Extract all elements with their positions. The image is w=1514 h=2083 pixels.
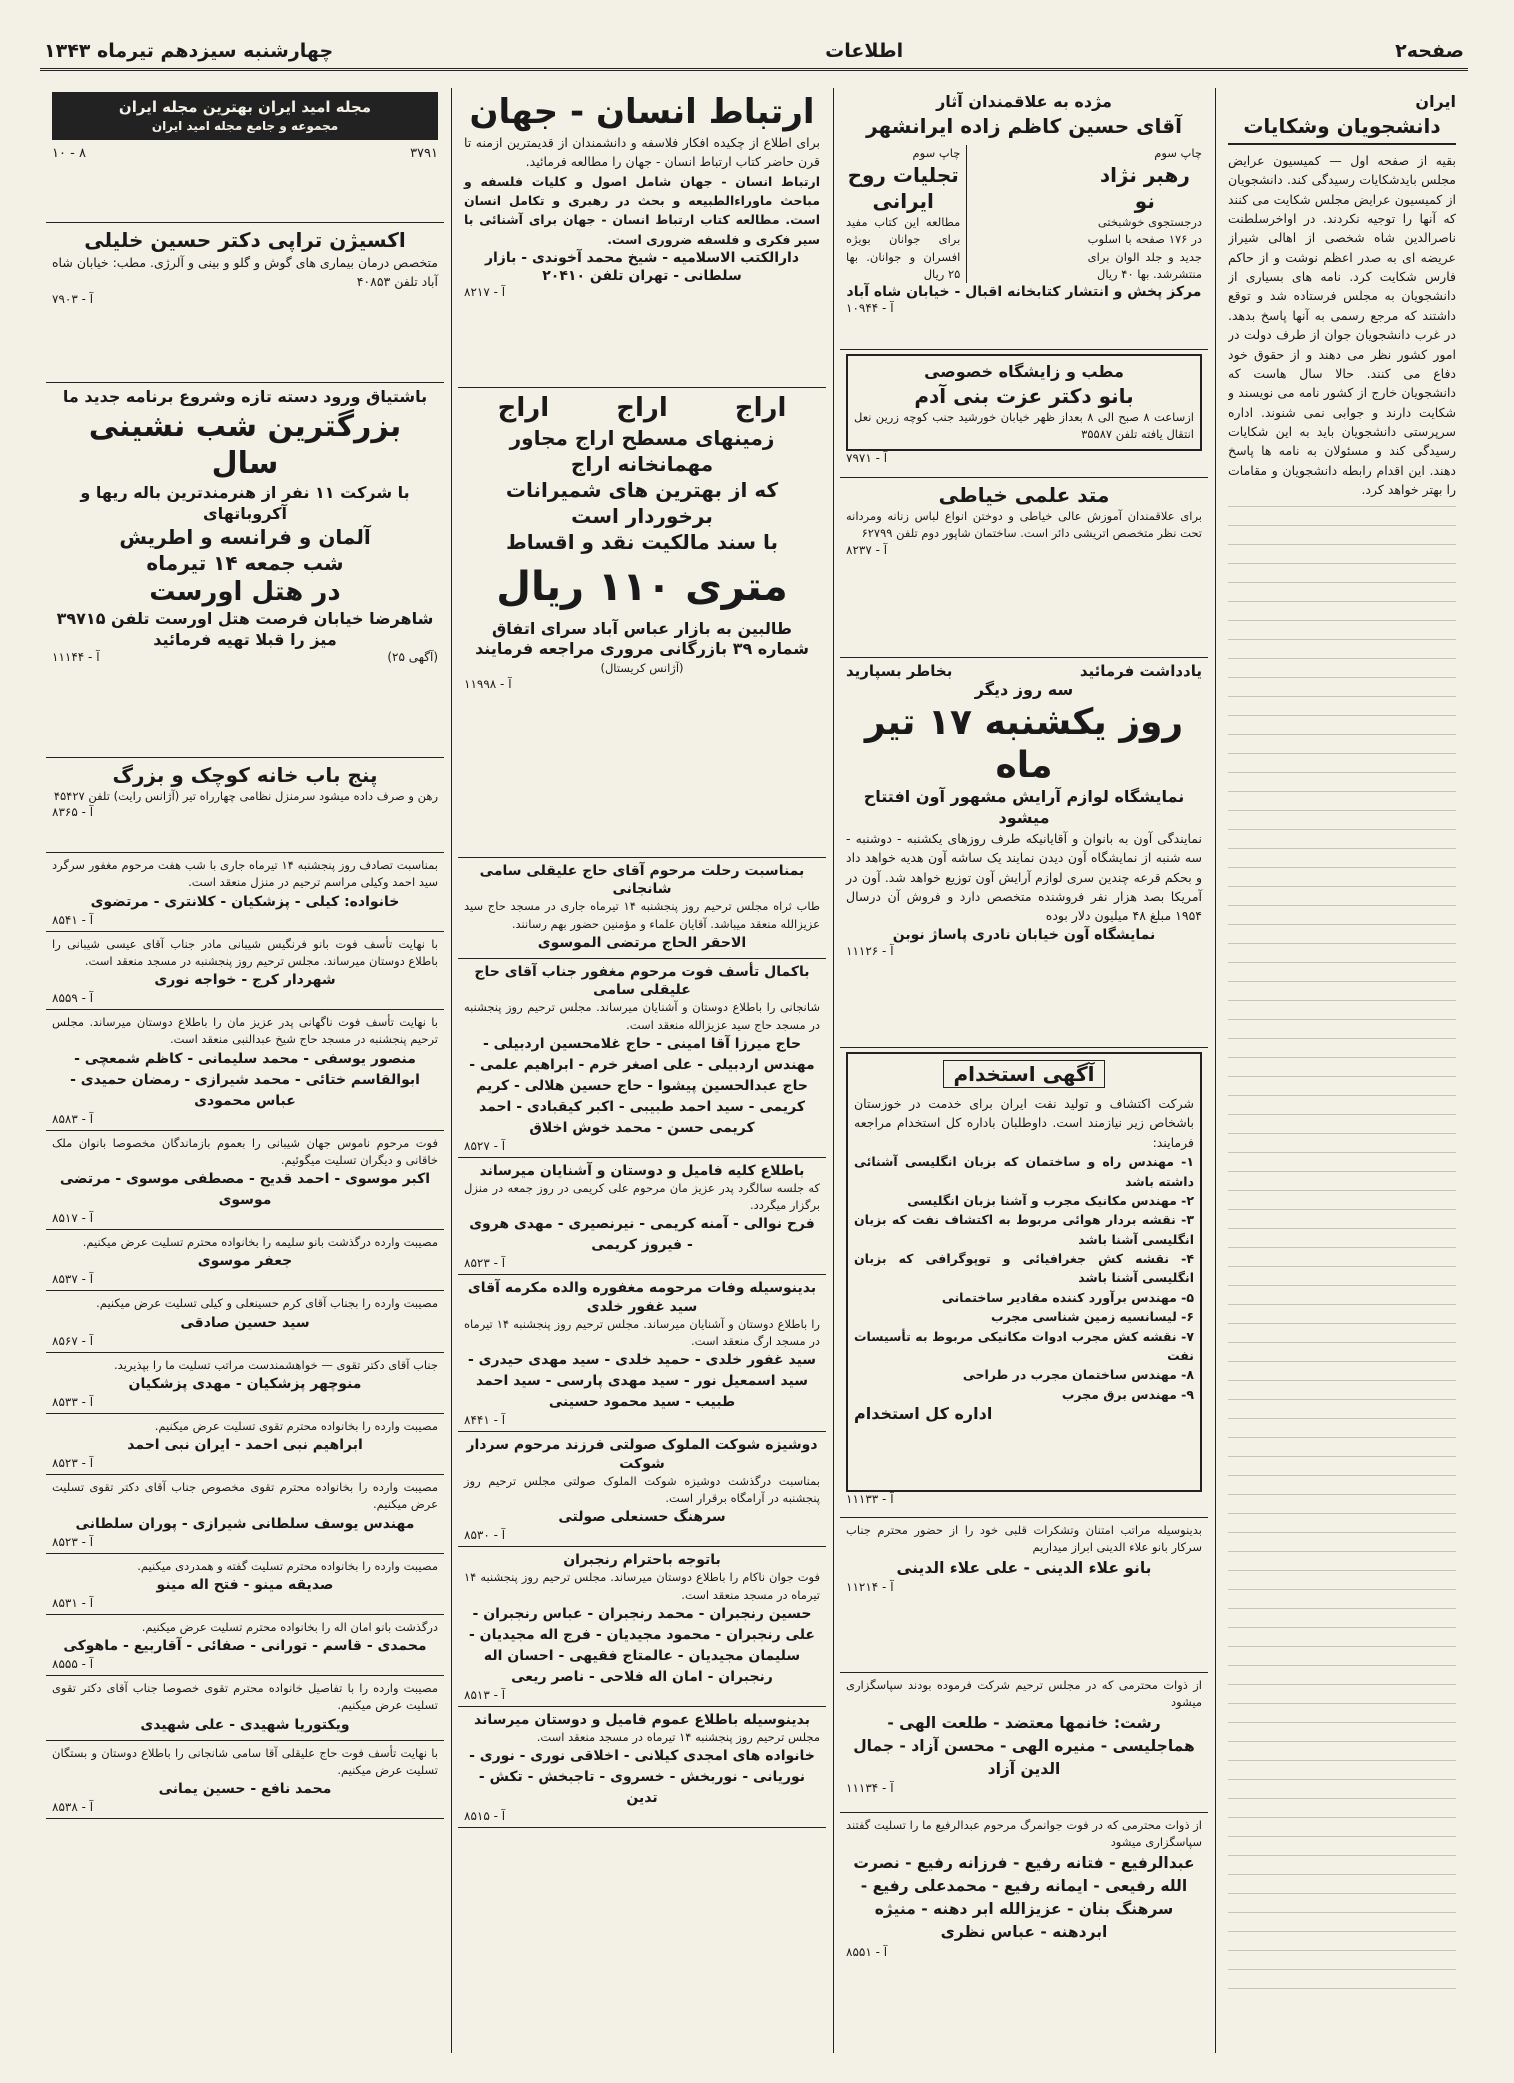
magazine-banner: مجله امید ایران بهترین مجله ایران مجموعه و جامع مجله امید ایران: [52, 92, 438, 140]
newspaper-name: اطلاعات: [825, 40, 904, 62]
obituary-heading: باکمال تأسف فوت مرحوم مغفور جناب آقای حاج علیقلی سامی: [474, 963, 810, 999]
ad-code: آ - ۸۵۸۳: [52, 1111, 94, 1126]
obituary-names: سید حسین صادقی: [180, 1314, 310, 1331]
obituary-text: طاب ثراه مجلس ترحیم روز پنجشنبه ۱۴ تیرماه جاری در مسجد حاج سید عزیزالله منعقد میباشد. آقایان علماء و مؤمنین حضور بهم رسانند.: [464, 899, 820, 931]
hiring-item: ۸- مهندس ساختمان مجرب در طراحی: [962, 1367, 1194, 1383]
obituary-names: سرهنگ حسنعلی صولتی: [558, 1509, 726, 1526]
memorial-ad: از ذوات محترمی که در فوت جوانمرگ مرحوم عبدالرفیع ما را تسلیت گفتند سپاسگزاری میشود عبدالرفیع - فتانه رفیع - فرزانه رفیع - نصرت الله رفیعی - ایمانه رفیع - محمدعلی رفیع - سرهنگ بنان - عزیزالله ابر دهنه - منیژه ابردهنه - عباس نظری آ - ۸۵۵۱: [846, 1818, 1202, 1959]
obituary-names: صدیقه مینو - فتح اله مینو: [156, 1576, 334, 1593]
column-editorial: [1215, 88, 1468, 2053]
land-ad-word: اراج: [616, 393, 668, 423]
obituary-notice: [46, 1741, 444, 1820]
book-title-1: رهبر نژاد نو: [1099, 163, 1190, 214]
obituary-heading: بدینوسیله وفات مرحومه مغفوره والده مکرمه آقای سید غفور خلدی: [467, 1280, 817, 1315]
connection-title: ارتباط انسان - جهان: [469, 92, 815, 132]
obituary-names: محمد نافع - حسین یمانی: [158, 1781, 332, 1797]
page-number: صفحه۲: [1395, 40, 1464, 62]
editorial-continued-text: [1228, 506, 1456, 2006]
ad-code: آ - ۸۵۳۳: [52, 1394, 94, 1409]
obituary-names: حاج میرزا آقا امینی - حاج غلامحسین اردبیلی - مهندس اردبیلی - علی اصغر خرم - ابراهیم علمی - حاج عبدالحسین پیشوا - حاج حسین هلالی - کریم کریمی - سید احمد طبیبی - اکبر کیقبادی - احمد کریمی حسن - محمد خوش اخلاق: [469, 1035, 815, 1136]
hiring-item: ۷- نقشه کش مجرب ادوات مکانیکی مربوط به تأسیسات نفت: [854, 1328, 1194, 1363]
obituary-text: درگذشت بانو امان اله را بخانواده محترم تسلیت عرض میکنیم.: [141, 1619, 438, 1634]
ad-code: آ - ۸۵۳۸: [52, 1800, 94, 1814]
ad-code: آ - ۸۵۴۱: [52, 912, 94, 927]
party-ad: باشتیاق ورود دسته تازه وشروع برنامه جدید ما بزرگترین شب نشینی سال با شرکت ۱۱ نفر از هنرمندترین باله ریها و آکروباتهای آلمان و فرانسه و اطریش شب جمعه ۱۴ تیرماه در هتل اورست شاهرضا خیابان فرصت هتل اورست تلفن ۳۹۷۱۵ میز را قبلا تهیه فرمائید (آگهی ۲۵) آ - ۱۱۱۴۴: [46, 383, 444, 758]
obituary-notice: [46, 932, 444, 1011]
editorial-article: [1222, 88, 1462, 2053]
obituary-notice: [46, 1615, 444, 1676]
obituary-names: فرح نوالی - آمنه کریمی - نیرنصیری - مهدی هروی - فیروز کریمی: [469, 1216, 815, 1254]
obituary-text: با نهایت تأسف فوت حاج علیقلی آقا سامی شانجانی را باطلاع دوستان و بستگان تسلیت عرض میکنیم.: [52, 1745, 438, 1777]
ad-code: آ - ۸۵۵۹: [52, 991, 94, 1005]
section-label: ایران: [1415, 92, 1456, 111]
ad-code: آ - ۸۵۲۳: [52, 1534, 94, 1549]
ad-code: آ - ۸۵۳۷: [52, 1272, 94, 1287]
ad-code: آ - ۸۵۳۰: [464, 1528, 506, 1543]
obituary-text: شانجانی را باطلاع دوستان و آشنایان میرساند. مجلس ترحیم روز پنجشنبه در مسجد حاج سید عزیزالله منعقد است.: [464, 1000, 820, 1032]
page-grid: [40, 88, 1468, 2053]
obituary-notice: [46, 853, 444, 932]
obituary-notice: [458, 1275, 826, 1432]
house-ad: پنج باب خانه کوچک و بزرگ رهن و صرف داده میشود سرمنزل نظامی چهارراه تیر (آژانس رایت) تلفن ۴۵۴۲۷ آ - ۸۳۶۵: [46, 758, 444, 853]
ad-code: آ - ۸۵۶۷: [52, 1333, 94, 1348]
ad-code: آ - ۸۵۱۵: [464, 1809, 506, 1824]
hiring-item: ۵- مهندس برآورد کننده مقادیر ساختمانی: [941, 1289, 1194, 1305]
obituary-text: جناب آقای دکتر تقوی — خواهشمندست مراتب تسلیت ما را بپذیرید.: [114, 1357, 438, 1372]
obituary-text: را باطلاع دوستان و آشنایان میرساند. مجلس ترحیم روز پنجشنبه ۱۴ تیرماه در مسجد ارگ منعقد است.: [464, 1316, 820, 1349]
obituary-names: محمدی - قاسم - تورانی - صفائی - آقاربیع - ماهوکی: [63, 1638, 427, 1654]
obituary-text: مصیبت وارده را بجناب آقای کرم حسینعلی و کیلی تسلیت عرض میکنیم.: [96, 1296, 438, 1311]
obituary-notice: [46, 1010, 444, 1131]
obituary-text: مجلس ترحیم روز پنجشنبه ۱۴ تیرماه در مسجد منعقد است.: [536, 1730, 820, 1745]
obituary-names: حسین رنجبران - محمد رنجبران - عباس رنجبران - علی رنجبران - محمود مجیدیان - فرج اله مجیدیان - سلیمان مجیدیان - عالمتاج فقیهی - احسان اله رنجبران - امان اله فلاحی - ناصر ریعی: [469, 1605, 815, 1685]
obituary-names: منصور یوسفی - محمد سلیمانی - کاظم شمعچی - ابوالقاسم ختائی - محمد شیرازی - رمضان حمیدی - عباس محمودی: [70, 1050, 420, 1109]
gratitude-ad: از ذوات محترمی که در مجلس ترحیم شرکت فرموده بودند سپاسگزاری میشود رشت: خانمها معتضد - طلعت الهی - هماجلیسی - منیره الهی - محسن آزاد - جمال الدین آزاد آ - ۱۱۱۳۴: [840, 1673, 1208, 1813]
land-ad: اراج اراج اراج زمینهای مسطح اراج مجاور مهمانخانه اراج که از بهترین های شمیرانات برخوردار است با سند مالکیت نقد و اقساط متری ۱۱۰ ریال طالبین به بازار عباس آباد سرای اتفاق شماره ۳۹ بازرگانی مروری مراجعه فرمایند (آژانس کریستال) آ - ۱۱۹۹۸: [458, 388, 826, 858]
column-ads-3: [451, 88, 832, 2053]
avon-date: روز یکشنبه ۱۷ تیر ماه: [864, 701, 1184, 786]
ad-code: آ - ۸۵۵۵: [52, 1657, 94, 1671]
obituary-notice: [46, 1131, 444, 1231]
hiring-item: ۳- نقشه بردار هوائی مربوط به اکتشاف نفت که بزبان انگلیسی آشنا باشد: [854, 1212, 1194, 1247]
obituary-notice: [46, 1475, 444, 1554]
obituary-text: مصیبت وارده را بخانواده محترم تقوی تسلیت عرض میکنیم.: [154, 1418, 438, 1433]
obituary-names: اکبر موسوی - احمد قدیح - مصطفی موسوی - مرتضی موسوی: [59, 1171, 431, 1208]
obituary-notice: [46, 1676, 444, 1741]
tailoring-ad: متد علمی خیاطی برای علاقمندان آموزش عالی خیاطی و دوختن انواع لباس زنانه ومردانه تحت نظر متخصص اتریشی دائر است. ساختمان شاپور دوم تلفن ۶۲۷۹۹ آ - ۸۲۳۷: [840, 478, 1208, 658]
column-ads-2: [833, 88, 1214, 2053]
column-ads-4: [40, 88, 450, 2053]
obituary-text: که جلسه سالگرد پدر عزیز مان مرحوم علی کریمی در روز جمعه در منزل برگزار میگردد.: [464, 1180, 820, 1213]
ad-code: آ - ۱۰۹۴۴: [846, 301, 894, 316]
editorial-body: بقیه از صفحه اول — کمیسیون عرایض مجلس بایدشکایات رسیدگی کند. دانشجویان از کمیسیون عرایض مجلس شکایت می کنند که آنها را توجیه نکردند. در اواخرسلطنت ناصرالدین شاه شخصی از اهالی شیراز عریضه ای به صدر اعظم نوشت و از حاکم فارس شکایت کرد. نامه های بسیاری از دانشجویان به مجلس فرستاده شد و توقع داشتند که مرجع رسمی به آنها پاسخ بدهد. در غرب دانشجویان جوان از طرف دولت در امور کشور نظر می دهند و از حقوق خود دفاع می کنند. حالا سال هاست که دانشجویان خارج از کشور نامه می نویسند و شکایت دارند و جوابی نمی شنوند. اداره سرپرستی دانشجویان باید به این شکایات رسیدگی کند و مسئولان به نامه ها پاسخ دهند. این اقدام رابطه دانشجویان و مقامات را بهتر خواهد کرد.: [1228, 151, 1456, 2031]
hiring-item: ۹- مهندس برق مجرب: [1061, 1386, 1194, 1402]
book-ad-heading: مژده به علاقمندان آثار: [936, 92, 1112, 111]
obituary-names: جعفر موسوی: [197, 1253, 293, 1270]
party-venue: در هتل اورست: [149, 577, 341, 608]
hiring-list: [854, 1152, 1194, 1404]
obituary-names: خانواده های امجدی کیلانی - اخلاقی نوری - نوری - نوریانی - نوربخش - خسروی - تاجبخش - تکش - تدین: [469, 1748, 815, 1807]
obituary-text: بمناسبت تصادف روز پنجشنبه ۱۴ تیرماه جاری با شب هفت مرحوم مغفور سرگرد سید احمد وکیلی مراسم ترحیم در منزل منعقد است.: [52, 858, 438, 890]
obituary-notice: [46, 1291, 444, 1352]
obituary-text: فوت جوان ناکام را باطلاع دوستان میرساند. مجلس ترحیم روز پنجشنبه ۱۴ تیرماه در مسجد منعقد است.: [464, 1570, 820, 1602]
ad-code: آ - ۸۵۱۳: [464, 1687, 506, 1702]
obituary-heading: بدینوسیله باطلاع عموم فامیل و دوستان میرساند: [474, 1711, 810, 1728]
obituary-notice: [458, 1547, 826, 1707]
obituary-text: مصیبت وارده را با تفاصیل خانواده محترم تقوی خصوصا جناب آقای دکتر تقوی تسلیت عرض میکنیم.: [52, 1681, 438, 1713]
ad-code: آ - ۸۵۲۷: [464, 1138, 506, 1153]
land-ad-word: اراج: [734, 393, 787, 423]
hiring-item: ۱- مهندس راه و ساختمان که بزبان انگلیسی آشنائی داشته باشد: [854, 1154, 1194, 1189]
obituary-notice: [46, 1230, 444, 1291]
obituary-notice: [458, 858, 826, 959]
land-ad-header: [464, 392, 820, 425]
obituary-text: با نهایت تأسف فوت ناگهانی پدر عزیز مان را باطلاع دوستان میرساند. مجلس ترحیم پنجشنبه در مسجد حاج شیخ عبدالنبی منعقد است.: [52, 1015, 438, 1047]
hiring-title: آگهی استخدام: [943, 1060, 1105, 1088]
ad-code: آ - ۸۵۲۳: [464, 1256, 506, 1271]
obituary-heading: دوشیزه شوکت الملوک صولتی فرزند مرحوم سردار شوکت: [466, 1437, 818, 1472]
hiring-item: ۲- مهندس مکانیک مجرب و آشنا بزبان انگلیسی: [907, 1192, 1194, 1208]
issue-date: چهارشنبه سیزدهم تیرماه ۱۳۴۳: [44, 40, 334, 62]
land-ad-word: اراج: [497, 393, 550, 423]
obituary-names: ویکتوریا شهیدی - علی شهیدی: [140, 1716, 350, 1733]
obituary-notice: [46, 1554, 444, 1615]
obituary-heading: باتوجه باحترام رنجبران: [563, 1552, 721, 1569]
obituary-text: با نهایت تأسف فوت بانو فرنگیس شیبانی مادر جناب آقای عیسی شیبانی را باطلاع دوستان میرساند. مجلس ترحیم روز پنجشنبه در مسجد منعقد است.: [52, 936, 438, 968]
obituary-notice: [458, 1158, 826, 1276]
ad-code: آ - ۸۵۱۷: [52, 1211, 94, 1225]
obituary-names: شهردار کرج - خواجه نوری: [154, 972, 336, 988]
ad-code: آ - ۸۵۳۱: [52, 1595, 94, 1610]
editorial-title: دانشجویان وشکایات: [1228, 113, 1456, 145]
obituary-text: فوت مرحوم ناموس جهان شیبانی را بعموم بازماندگان مخصوصا بانوان ملک خاقانی و دیگران تسلیت میگوئیم.: [52, 1135, 438, 1167]
hiring-item: ۶- لیسانسیه زمین شناسی مجرب: [991, 1309, 1194, 1325]
obituary-notice: [458, 959, 826, 1158]
masthead: [40, 40, 1468, 71]
avon-ad: یادداشت فرمائید بخاطر بسپارید سه روز دیگر روز یکشنبه ۱۷ تیر ماه نمایشگاه لوازم آرایش مشهور آون افتتاح میشود نمایندگی آون به بانوان و آقایانیکه طرف روزهای یکشنبه - دوشنبه - سه شنبه از نمایشگاه آون دیدن نمایند یک ساشه آون هدیه خواهد داد و بحکم قرعه چندین سری لوازم آرایش آون توزیع خواهد شد. آون در آمریکا بصد هزار نفر فروشنده متخصص دارد و فروش آن درسال ۱۹۵۴ مبلغ ۴۸ میلیون دلار بوده نمایشگاه آون خیابان نادری پاساژ نوبن آ - ۱۱۱۲۶: [840, 658, 1208, 1048]
obituary-notice: [458, 1432, 826, 1547]
thanks-ad: بدینوسیله مراتب امتنان وتشکرات قلبی خود را از حضور محترم جناب سرکار بانو علاء الدینی ابراز میداریم بانو علاء الدینی - علی علاء الدینی آ - ۱۱۲۱۴: [840, 1518, 1208, 1673]
ad-code: آ - ۸۴۴۱: [464, 1413, 506, 1428]
obituary-names: سید غفور خلدی - حمید خلدی - سید مهدی حیدری - سید اسمعیل نور - سید مهدی پارسی - سید احمد طبیب - سید محمود حسینی: [467, 1352, 817, 1411]
hiring-item: ۴- نقشه کش جغرافیائی و توپوگرافی که بزبان انگلیسی آشنا باشد: [854, 1251, 1194, 1286]
obituary-notice: [46, 1353, 444, 1414]
obituary-names: منوچهر پزشکیان - مهدی پزشکیان: [128, 1375, 362, 1392]
obituary-heading: بمناسبت رحلت مرحوم آقای حاج علیقلی سامی شانجانی: [479, 863, 805, 898]
obituary-names: ابراهیم نبی احمد - ایران نبی احمد: [127, 1437, 363, 1453]
obituary-names: مهندس یوسف سلطانی شیرازی - پوران سلطانی: [75, 1515, 415, 1532]
book-connection-ad: ارتباط انسان - جهان برای اطلاع از چکیده افکار فلاسفه و دانشمندان از قدیمترین ازمنه تا قرن حاضر کتاب ارتباط انسان - جهان را مطالعه فرمائید. ارتباط انسان - جهان شامل اصول و کلیات فلسفه و مباحث ماوراءالطبیعه و بحث در رهبری و تکامل انسان است. مطالعه کتاب ارتباط انسان - جهان برای آشنائی با سیر فکری و فلسفه ضروری است. دارالکتب الاسلامیه - شیخ محمد آخوندی - بازار سلطانی - تهران تلفن ۲۰۴۱۰ آ - ۸۲۱۷: [458, 88, 826, 388]
land-price: متری ۱۱۰ ریال: [496, 563, 788, 610]
obituary-notice: [458, 1707, 826, 1828]
obituaries-col4: [46, 853, 444, 2053]
party-title: بزرگترین شب نشینی سال: [88, 408, 402, 482]
obituaries-col3: [458, 858, 826, 2053]
hiring-ad: آگهی استخدام شرکت اکتشاف و تولید نفت ایران برای خدمت در خوزستان باشخاص زیر نیازمند است. داوطلبان باداره کل استخدام مراجعه فرمایند: ۱- مهندس راه و ساختمان که بزبان انگلیسی آشنائی داشته باشد ۲- مهندس مکانیک مجرب و آشنا بزبان انگلیسی ۳- نقشه بردار هوائی مربوط به اکتشاف نفت که بزبان انگلیسی آشنا باشد ۴- نقشه کش جغرافیائی و توپوگرافی که بزبان انگلیسی آشنا باشد ۵- مهندس برآورد کننده مقادیر ساختمانی ۶- لیسانسیه زمین شناسی مجرب ۷- نقشه کش مجرب ادوات مکانیکی مربوط به تأسیسات نفت ۸- مهندس ساختمان مجرب در طراحی ۹- مهندس برق مجرب اداره کل استخدام آ - ۱۱۱۳۳: [840, 1048, 1208, 1518]
obituary-names: الاحقر الحاج مرتضی الموسوی: [537, 934, 747, 951]
obituary-names: خانواده: کیلی - پزشکیان - کلانتری - مرتضوی: [90, 893, 400, 910]
book-ad-author: آقای حسین کاظم زاده ایرانشهر: [866, 113, 1182, 138]
obituary-notice: [46, 1414, 444, 1475]
oxygen-therapy-ad: اکسیژن تراپی دکتر حسین خلیلی متخصص درمان بیماری های گوش و گلو و بینی و آلرژی. مطب: خیابان شاه آباد تلفن ۴۰۸۵۳ آ - ۷۹۰۳: [46, 223, 444, 383]
book-title-2: تجلیات روح ایرانی: [847, 163, 959, 214]
obituary-heading: باطلاع کلیه فامیل و دوستان و آشنایان میرساند: [479, 1162, 805, 1179]
obituary-text: مصیبت وارده را بخانواده محترم تقوی مخصوص جناب آقای دکتر تقوی تسلیت عرض میکنیم.: [52, 1480, 438, 1512]
clinic-doctor-name: بانو دکتر عزت بنی آدم: [914, 383, 1134, 408]
ad-code: آ - ۸۵۲۳: [52, 1456, 94, 1470]
obituary-text: بمناسبت درگذشت دوشیزه شوکت الملوک صولتی مجلس ترحیم روز پنجشنبه در آرامگاه برقرار است.: [464, 1473, 820, 1505]
obituary-text: مصیبت وارده را بخانواده محترم تسلیت گفته و همدردی میکنیم.: [137, 1558, 438, 1573]
magazine-ad: مجله امید ایران بهترین مجله ایران مجموعه و جامع مجله امید ایران ۳۷۹۱ ۸ - ۱۰: [46, 88, 444, 223]
book-ad-center: مرکز پخش و انتشار کتابخانه اقبال - خیابان شاه آباد: [846, 284, 1202, 301]
obituary-text: مصیبت وارده درگذشت بانو سلیمه را بخانواده محترم تسلیت عرض میکنیم.: [82, 1235, 438, 1249]
book-ad: مژده به علاقمندان آثار آقای حسین کاظم زاده ایرانشهر چاپ سوم رهبر نژاد نو درجستجوی خوشبختی در ۱۷۶ صفحه با اسلوب جدید و جلد الوان برای منتشرشد. بها ۴۰ ریال چاپ سوم تجلیات روح ایرانی مطالعه این کتاب مفید برای جوانان بویژه افسران و جوانان. بها ۲۵ ریال مرکز پخش و انتشار کتابخانه اقبال - خیابان شاه آباد آ - ۱۰۹۴۴: [840, 88, 1208, 350]
clinic-ad: مطب و زایشگاه خصوصی بانو دکتر عزت بنی آدم ازساعت ۸ صبح الی ۸ بعداز ظهر خیابان خورشید جنب کوچه زرین نعل انتقال یافته تلفن ۳۵۵۸۷ آ - ۷۹۷۱: [840, 350, 1208, 478]
